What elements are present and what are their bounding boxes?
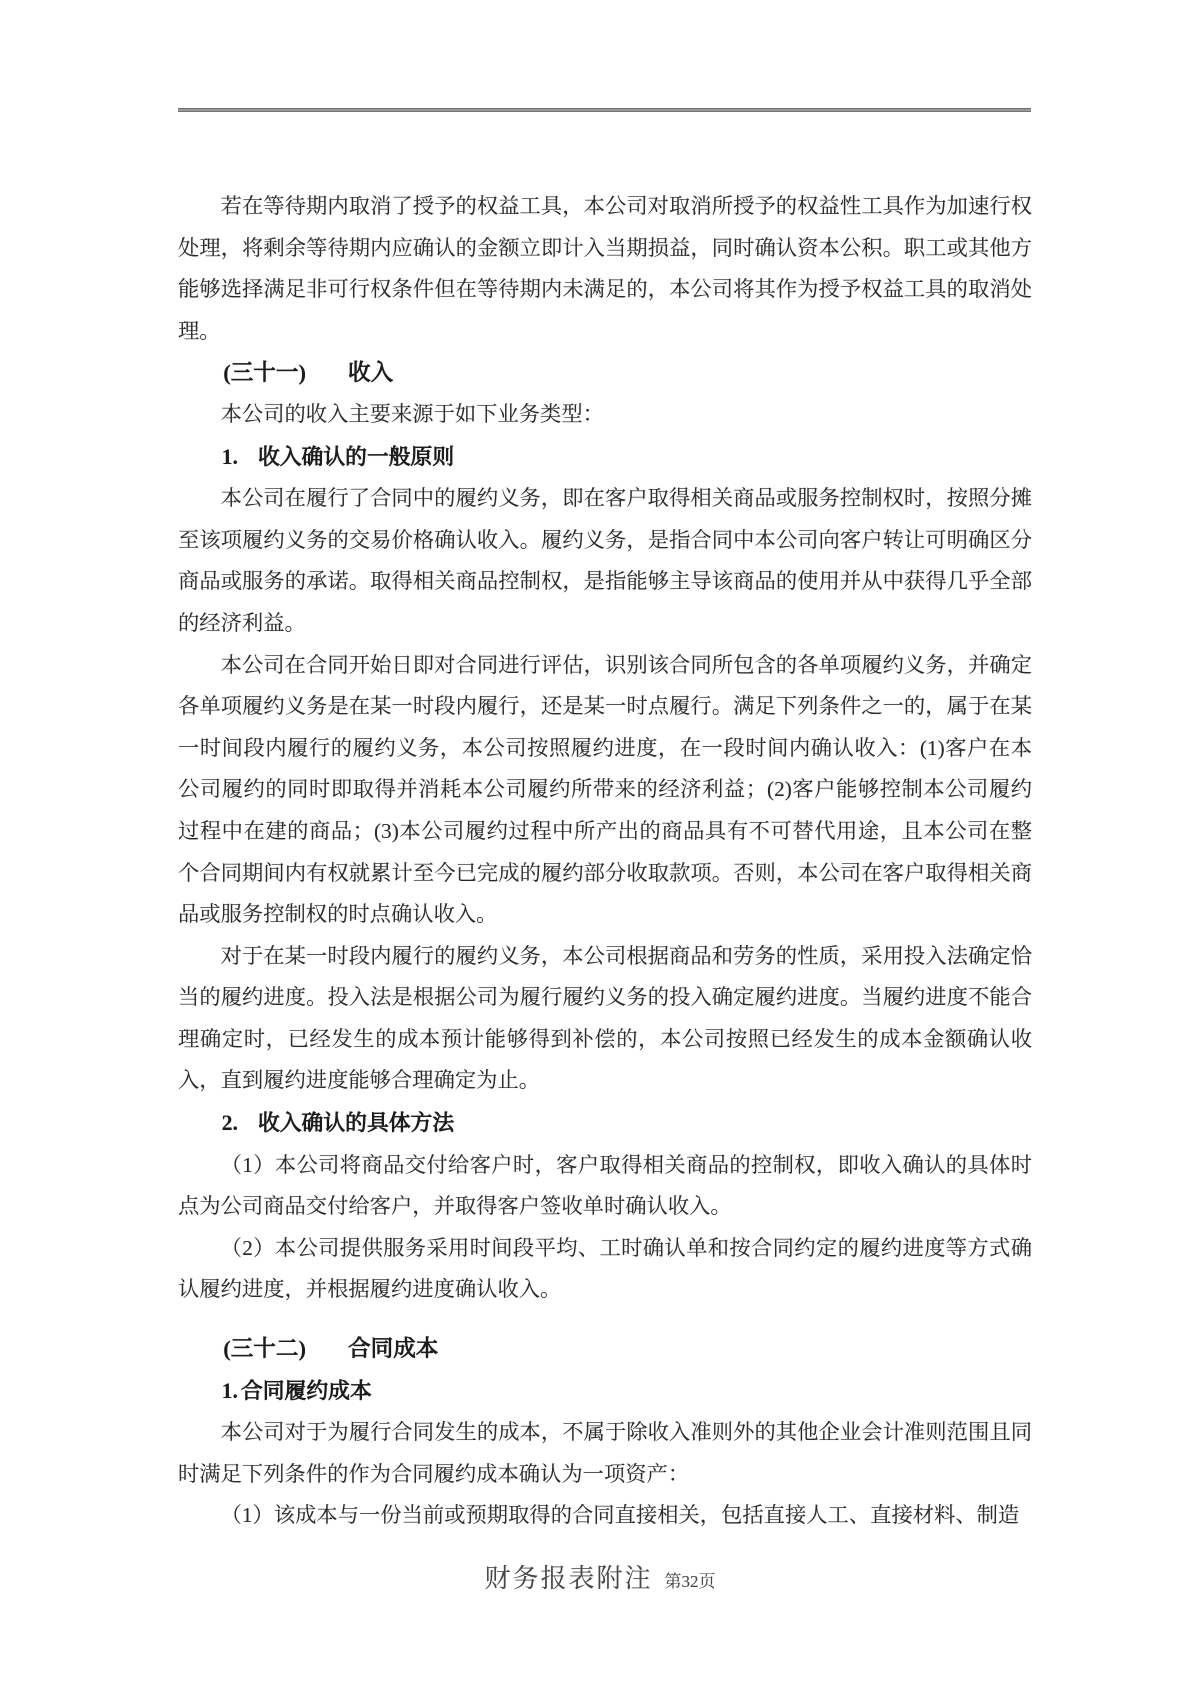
sub-heading-number: 1. (221, 444, 238, 469)
section-heading-32-contract-cost (178, 1328, 1032, 1370)
page-footer (0, 1558, 1200, 1595)
sub-heading-revenue-general-principle (178, 436, 1032, 479)
sub-heading-number: 1. (221, 1378, 238, 1403)
paragraph-performance-obligation: 本公司在履行了合同中的履约义务，即在客户取得相关商品或服务控制权时，按照分摊至该项履约义务的交易价格确认收入。履约义务，是指合同中本公司向客户转让可明确区分商品或服务的承诺。取得相关商品控制权，是指能够主导该商品的使用并从中获得几乎全部的经济利益。 (178, 486, 1032, 635)
section-number: (三十二) (223, 1336, 307, 1362)
sub-heading-title: 合同履约成本 (240, 1377, 372, 1403)
paragraph-cost-recognition-condition: 本公司对于为履行合同发生的成本，不属于除收入准则外的其他企业会计准则范围且同时满足下列条件的作为合同履约成本确认为一项资产： (178, 1420, 1032, 1486)
paragraph-input-method: 对于在某一时段内履行的履约义务，本公司根据商品和劳务的性质，采用投入法确定恰当的履约进度。投入法是根据公司为履行履约义务的投入确定履约进度。当履约进度不能合理确定时，已经发生的成本预计能够得到补偿的，本公司按照已经发生的成本金额确认收入，直到履约进度能够合理确定为止。 (178, 943, 1032, 1093)
section-title: 合同成本 (348, 1336, 439, 1362)
header-divider-rule (178, 108, 1031, 112)
footer-page-number: 第32页 (664, 1572, 716, 1591)
section-title: 收入 (348, 360, 394, 386)
sub-heading-contract-performance-cost (178, 1370, 1032, 1413)
paragraph-service-progress: （2）本公司提供服务采用时间段平均、工时确认单和按合同约定的履约进度等方式确认履约进度，并根据履约进度确认收入。 (178, 1235, 1032, 1302)
paragraph-equity-instrument-cancellation: 若在等待期内取消了授予的权益工具，本公司对取消所授予的权益性工具作为加速行权处理，将剩余等待期内应确认的金额立即计入当期损益，同时确认资本公积。职工或其他方能够选择满足非可行权条件但在等待期内未满足的，本公司将其作为授予权益工具的取消处理。 (178, 194, 1032, 343)
paragraph-goods-delivery: （1）本公司将商品交付给客户时，客户取得相关商品的控制权，即收入确认的具体时点为公司商品交付给客户，并取得客户签收单时确认收入。 (178, 1152, 1032, 1219)
document-body (178, 186, 1032, 1537)
sub-heading-revenue-specific-method (178, 1102, 1032, 1145)
sub-heading-title: 收入确认的一般原则 (257, 443, 455, 469)
sub-heading-number: 2. (221, 1111, 238, 1136)
paragraph-cost-directly-related: （1）该成本与一份当前或预期取得的合同直接相关，包括直接人工、直接材料、制造 (220, 1503, 1020, 1528)
sub-heading-title: 收入确认的具体方法 (257, 1110, 455, 1136)
footer-title: 财务报表附注 (484, 1564, 653, 1593)
section-heading-31-revenue (178, 352, 1032, 394)
paragraph-contract-evaluation: 本公司在合同开始日即对合同进行评估，识别该合同所包含的各单项履约义务，并确定各单项履约义务是在某一时段内履行，还是某一时点履行。满足下列条件之一的，属于在某一时间段内履行的履约义务，本公司按照履约进度，在一段时间内确认收入：(1)客户在本公司履约的同时即取得并消耗本公司履约所带来的经济利益；(2)客户能够控制本公司履约过程中在建的商品；(3)本公司履约过程中所产出的商品具有不可替代用途，且本公司在整个合同期间内有权就累计至今已完成的履约部分收取款项。否则，本公司在客户取得相关商品或服务控制权的时点确认收入。 (178, 652, 1032, 927)
section-number: (三十一) (223, 360, 307, 386)
paragraph-revenue-sources: 本公司的收入主要来源于如下业务类型： (220, 401, 604, 426)
